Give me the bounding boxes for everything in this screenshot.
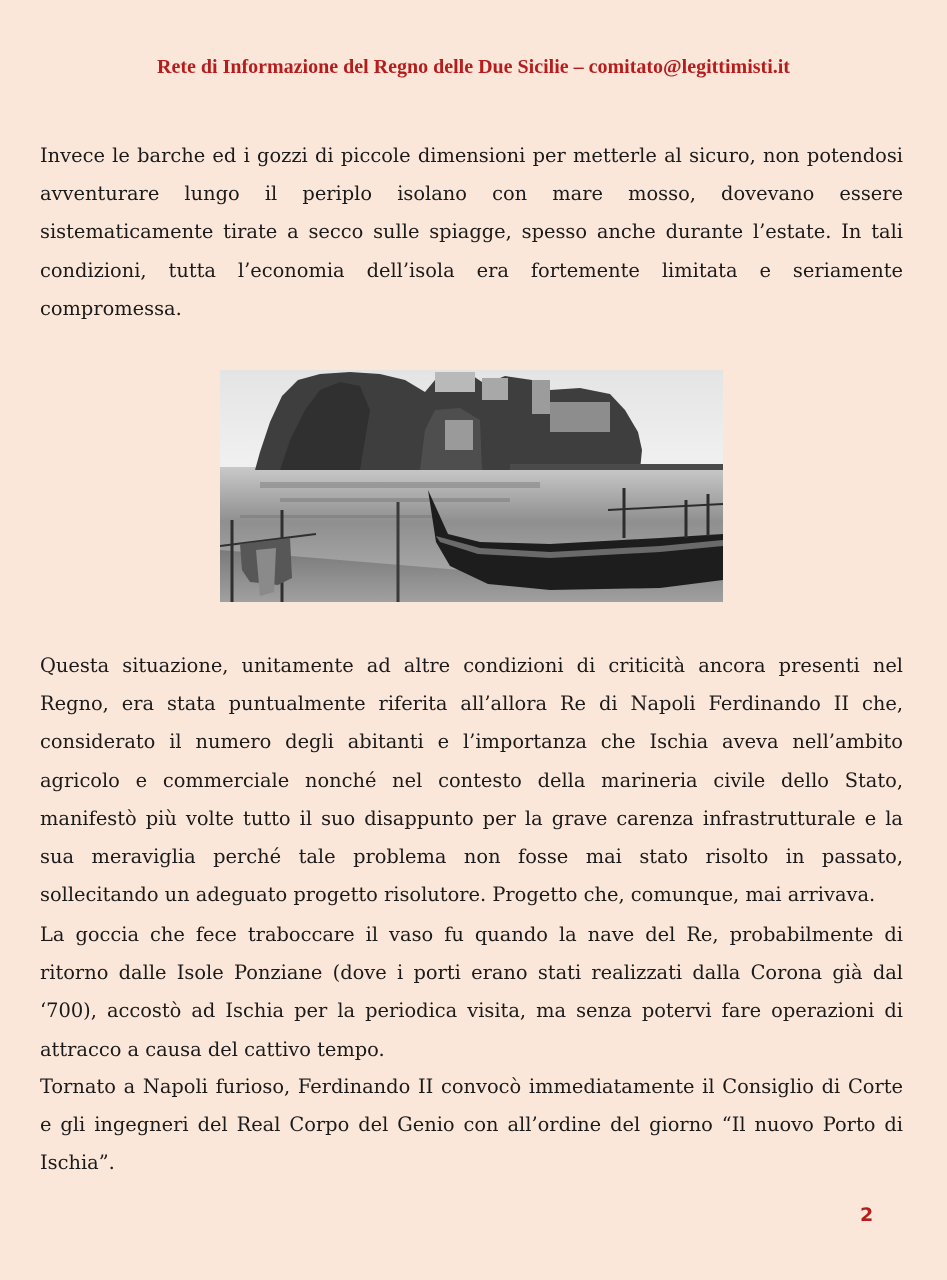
page-number: 2 [860, 1204, 874, 1226]
photo-castle-and-boat [220, 370, 723, 602]
paragraph-situation: Questa situazione, unitamente ad altre condizioni di criticità ancora presenti nel Regno, era stata puntualmente riferita all’allora Re di Napoli Ferdinando II che, considerato il numero degli abitanti e l’importanza che Ischia aveva nell’ambito agricolo e commerciale nonché nel contesto della marineria civile dello Stato, manifestò più volte tutto il suo disappunto per la grave carenza infrastrutturale e la sua meraviglia perché tale problema non fosse mai stato risolto in passato, sollecitando un adeguato progetto risolutore. Progetto che, comunque, mai arrivava. [40, 654, 903, 907]
paragraph-kings-ship: La goccia che fece traboccare il vaso fu quando la nave del Re, probabilmente di ritorno dalle Isole Ponziane (dove i porti erano stati realizzati dalla Corona già dal ‘700), accostò ad Ischia per la periodica visita, ma senza potervi fare operazioni di attracco a causa del cattivo tempo. [40, 923, 903, 1061]
page-header: Rete di Informazione del Regno delle Due Sicilie – comitato@legittimisti.it [157, 56, 790, 78]
paragraph-council: Tornato a Napoli furioso, Ferdinando II convocò immediatamente il Consiglio di Corte e gli ingegneri del Real Corpo del Genio con all’ordine del giorno “Il nuovo Porto di Ischia”. [40, 1075, 903, 1175]
paragraph-boats: Invece le barche ed i gozzi di piccole dimensioni per metterle al sicuro, non potendosi avventurare lungo il periplo isolano con mare mosso, dovevano essere sistematicamente tirate a secco sulle spiagge, spesso anche durante l’estate. In tali condizioni, tutta l’economia dell’isola era fortemente limitata e seriamente compromessa. [40, 144, 903, 320]
